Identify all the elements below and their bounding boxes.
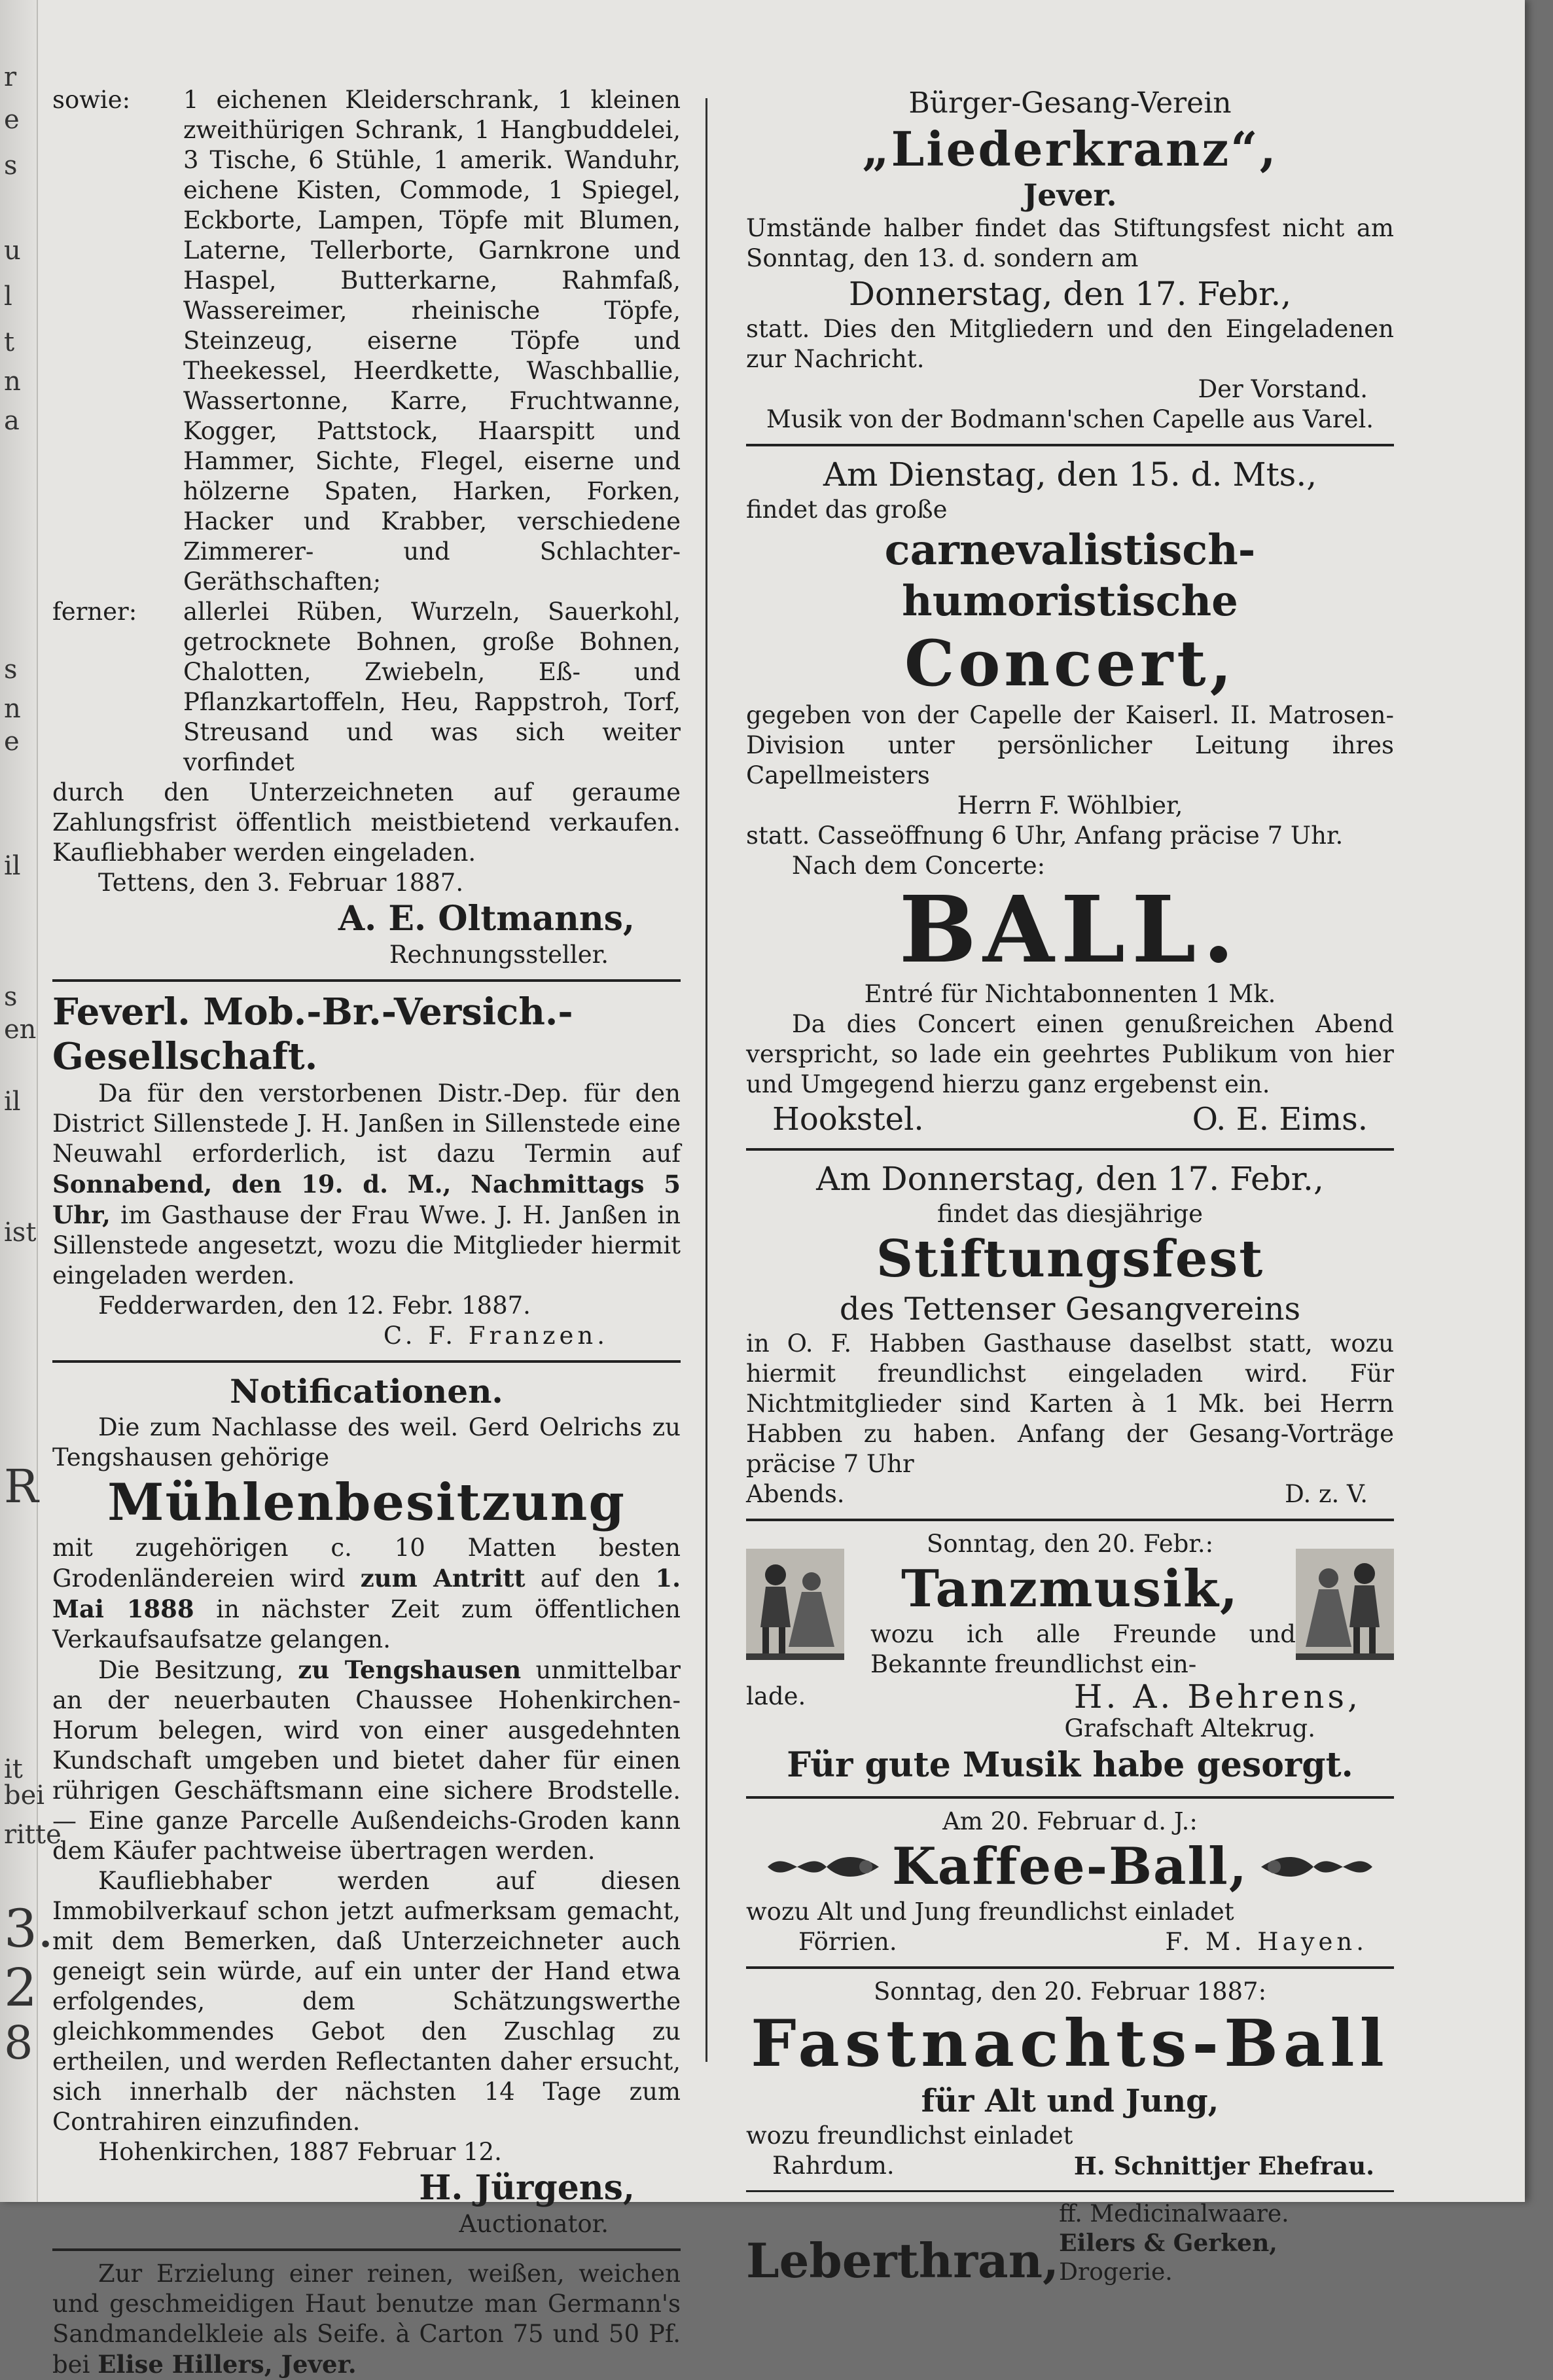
- concert-title2: Concert,: [904, 626, 1236, 700]
- kaffee-title: Kaffee-Ball,: [892, 1837, 1248, 1896]
- kaffee-place: Förrien.: [798, 1928, 897, 1956]
- concert-text-2: statt. Casseöffnung 6 Uhr, Anfang präcise 7 Uhr.: [746, 821, 1344, 850]
- liederkranz-music: Musik von der Bodmann'schen Capelle aus Varel.: [766, 405, 1374, 433]
- estate-role: Rechnungssteller.: [389, 941, 609, 969]
- estate-place-date: Tettens, den 3. Februar 1887.: [98, 869, 464, 897]
- stiftungsfest-ad: [746, 1159, 1394, 1509]
- estate-sale-ad: [52, 85, 681, 970]
- notification-para-2: Die Besitzung, zu Tengshausen unmittelbar an der neuerbauten Chaussee Hohenkirchen-Horum belegen, wird von einer ausgedehnten Kundschaft umgeben und bietet daher für einen rührigen Geschäftsmann eine sichere Brodstelle. — Eine ganze Parcelle Außendeichs-Groden kann dem Käufer pachtweise übertragen werden.: [52, 1655, 681, 1865]
- sowie-text: 1 eichenen Kleiderschrank, 1 kleinen zweithürigen Schrank, 1 Hangbuddelei, 3 Tische, 6 Stühle, 1 amerik. Wanduhr, eichene Kisten, Commode, 1 Spiegel, Eckborte, Lampen, Töpfe mit Blumen, Laterne, Tellerborte, Garnkrone und Haspel, Butterkarne, Rahmfaß, Wassereimer, rheinische Töpfe, Steinzeug, eiserne Töpfe und Theekessel, Heerdkette, Waschballie, Wassertonne, Karre, Fruchtwanne, Kogger, Pattstock, Haarspitt und Hammer, Sichte, Flegel, eiserne und hölzerne Spaten, Harken, Forken, Hacker und Krabber, verschiedene Zimmerer- und Schlachter-Geräthschaften;: [183, 86, 681, 596]
- concert-line1: Am Dienstag, den 15. d. Mts.,: [823, 456, 1317, 494]
- stiftungsfest-text: in O. F. Habben Gasthause daselbst statt, wozu hiermit freundlichst eingeladen wird. Für Nichtmitglieder sind Karten à 1 Mk. bei Herrn Habben zu haben. Anfang der Gesang-Vorträge präcise 7 Uhr: [746, 1329, 1394, 1478]
- fastnacht-text: wozu freundlichst einladet: [746, 2121, 1073, 2150]
- tanz-music: Für gute Musik habe gesorgt.: [787, 1745, 1353, 1785]
- stiftungsfest-line3: des Tettenser Gesangvereins: [839, 1291, 1301, 1327]
- kaffee-date: Am 20. Februar d. J.:: [942, 1807, 1198, 1835]
- liederkranz-text-2: statt. Dies den Mitgliedern und den Eingeladenen zur Nachricht.: [746, 315, 1394, 373]
- concert-ad: [746, 454, 1394, 1139]
- ferner-text: allerlei Rüben, Wurzeln, Sauerkohl, getrocknete Bohnen, große Bohnen, Chalotten, Zwiebeln, Eß- und Pflanzkartoffeln, Heu, Rappstroh, Torf, Streusand und was sich weiter vorfindet: [183, 598, 681, 776]
- notification-text: mit zugehörigen c. 10 Matten besten Grodenländereien wird zum Antritt auf den 1. Mai 1888 in nächster Zeit zum öffentlichen Verkaufsaufsatze gelangen.: [52, 1534, 681, 1653]
- left-column: [52, 85, 681, 2380]
- fastnacht-title: Fastnachts-Ball: [751, 2006, 1389, 2082]
- concert-text-3: Da dies Concert einen genußreichen Abend verspricht, so lade ein geehrtes Publikum von hier und Umgegend hierzu ganz ergebenst ein.: [746, 1010, 1394, 1098]
- divider: [746, 1148, 1394, 1151]
- ornament-left-icon: [768, 1844, 879, 1890]
- fastnacht-sub: für Alt und Jung,: [921, 2083, 1219, 2119]
- column-divider: [705, 98, 707, 2062]
- concert-title1: carnevalistisch-humoristische: [884, 526, 1256, 626]
- fastnacht-sig: H. Schnittjer Ehefrau.: [1073, 2152, 1374, 2180]
- notification-signature: H. Jürgens,: [419, 2168, 635, 2208]
- fastnacht-place: Rahrdum.: [772, 2152, 895, 2180]
- notification-place-date: Hohenkirchen, 1887 Februar 12.: [98, 2138, 502, 2166]
- fastnacht-ad: [746, 1977, 1394, 2181]
- right-column: [746, 85, 1394, 2287]
- estate-signature: A. E. Oltmanns,: [338, 899, 635, 939]
- tanz-title: Tanzmusik,: [901, 1559, 1240, 1619]
- liederkranz-name: „Liederkranz“,: [862, 121, 1278, 177]
- insurance-text: Da für den verstorbenen Distr.-Dep. für den District Sillenstede J. H. Janßen in Sillenstede eine Neuwahl erforderlich, ist dazu Termin auf Sonnabend, den 19. d. M., Nachmittags 5 Uhr, im Gasthause der Frau Wwe. J. H. Janßen in Sillenstede angesetzt, wozu die Mitglieder hiermit eingeladen werden.: [52, 1079, 681, 1289]
- tanz-sig: H. A. Behrens,: [1073, 1678, 1361, 1716]
- sowie-label: sowie:: [52, 86, 131, 114]
- concert-entry: Entré für Nichtabonnenten 1 Mk.: [864, 980, 1276, 1008]
- stiftungsfest-evening: Abends.: [746, 1480, 845, 1508]
- concert-line2: findet das große: [746, 496, 948, 524]
- dancers-woodcut-left-icon: [746, 1549, 844, 1660]
- leberthran-title: Leberthran,: [746, 2233, 1060, 2288]
- notification-role: Auctionator.: [459, 2210, 609, 2238]
- divider: [52, 1360, 681, 1363]
- ferner-label: ferner:: [52, 598, 137, 626]
- leberthran-seller: Eilers & Gerken,: [1059, 2229, 1277, 2257]
- notification-para-3: Kaufliebhaber werden auf diesen Immobilverkauf schon jetzt aufmerksam gemacht, mit dem Bemerken, daß Unterzeichneter auch geneigt sein würde, auf ein unter der Hand etwa erfolgendes, dem Schätzungswerthe gleichkommendes Gebot den Zuschlag zu ertheilen, und werden Reflectanten daher ersucht, sich innerhalb der nächsten 14 Tage zum Contrahiren einzufinden.: [52, 1867, 681, 2136]
- leberthran-shop: Drogerie.: [1059, 2259, 1173, 2286]
- divider: [746, 2190, 1394, 2192]
- divider: [746, 1966, 1394, 1969]
- divider: [746, 444, 1394, 446]
- concert-after: Nach dem Concerte:: [792, 852, 1046, 880]
- kaffee-sig: F. M. Hayen.: [1165, 1928, 1368, 1956]
- soap-ad: Zur Erzielung einer reinen, weißen, weichen und geschmeidigen Haut benutze man Germann's Sandmandelkleie als Seife. à Carton 75 und 50 Pf. bei Elise Hillers, Jever.: [52, 2260, 681, 2379]
- dancers-woodcut-right-icon: [1296, 1549, 1394, 1660]
- tanz-place: Grafschaft Altekrug.: [1064, 1714, 1315, 1742]
- insurance-signature: C. F. Franzen.: [383, 1322, 609, 1350]
- stiftungsfest-sig: D. z. V.: [1285, 1480, 1368, 1508]
- liederkranz-text-1: Umstände halber findet das Stiftungsfest nicht am Sonntag, den 13. d. sondern am: [746, 214, 1394, 272]
- divider: [746, 1519, 1394, 1521]
- notification-intro: Die zum Nachlasse des weil. Gerd Oelrichs zu Tengshausen gehörige: [52, 1413, 681, 1471]
- liederkranz-line1: Bürger-Gesang-Verein: [908, 86, 1232, 120]
- tanz-lade: lade.: [746, 1682, 806, 1710]
- leberthran-ad: [746, 2200, 1394, 2287]
- insurance-place-date: Fedderwarden, den 12. Febr. 1887.: [98, 1291, 531, 1320]
- divider: [52, 2248, 681, 2251]
- divider: [746, 1796, 1394, 1799]
- divider: [52, 979, 681, 982]
- concert-conductor: Herrn F. Wöhlbier,: [957, 791, 1183, 820]
- stiftungsfest-title: Stiftungsfest: [876, 1229, 1264, 1289]
- insurance-heading: Feverl. Mob.-Br.-Versich.-Gesellschaft.: [52, 990, 573, 1078]
- notification-title: Mühlenbesitzung: [107, 1473, 626, 1532]
- fastnacht-date: Sonntag, den 20. Februar 1887:: [873, 1977, 1267, 2006]
- leberthran-note: ff. Medicinalwaare.: [1059, 2201, 1289, 2227]
- concert-place: Hookstel.: [772, 1101, 924, 1138]
- kaffee-ad: [746, 1807, 1394, 1957]
- concert-sig: O. E. Eims.: [1192, 1101, 1368, 1138]
- tanz-date: Sonntag, den 20. Febr.:: [926, 1530, 1214, 1558]
- tanz-ad: [746, 1529, 1394, 1787]
- stiftungsfest-line1: Am Donnerstag, den 17. Febr.,: [816, 1160, 1324, 1198]
- notification-ad: [52, 1371, 681, 2239]
- estate-closing: durch den Unterzeichneten auf geraume Zahlungsfrist öffentlich meistbietend verkaufen. Kaufliebhaber werden eingeladen.: [52, 778, 681, 867]
- concert-ball: BALL.: [899, 876, 1241, 984]
- kaffee-text: wozu Alt und Jung freundlichst einladet: [746, 1898, 1234, 1926]
- notification-heading: Notificationen.: [230, 1372, 503, 1411]
- liederkranz-date: Donnerstag, den 17. Febr.,: [848, 275, 1292, 313]
- previous-page-edge: r e s u l t n a s n e il s en il ist R it bei ritte 3. 2 8: [0, 0, 38, 2202]
- concert-text-1: gegeben von der Capelle der Kaiserl. II. Matrosen-Division unter persönlicher Leitung ihres Capellmeisters: [746, 701, 1394, 789]
- stiftungsfest-line2: findet das diesjährige: [937, 1200, 1204, 1228]
- tanz-text: wozu ich alle Freunde und Bekannte freundlichst ein-: [870, 1620, 1296, 1678]
- liederkranz-town: Jever.: [1023, 177, 1117, 213]
- insurance-ad: [52, 990, 681, 1351]
- liederkranz-sig: Der Vorstand.: [1198, 375, 1368, 403]
- ornament-right-icon: [1261, 1844, 1372, 1890]
- liederkranz-ad: [746, 85, 1394, 435]
